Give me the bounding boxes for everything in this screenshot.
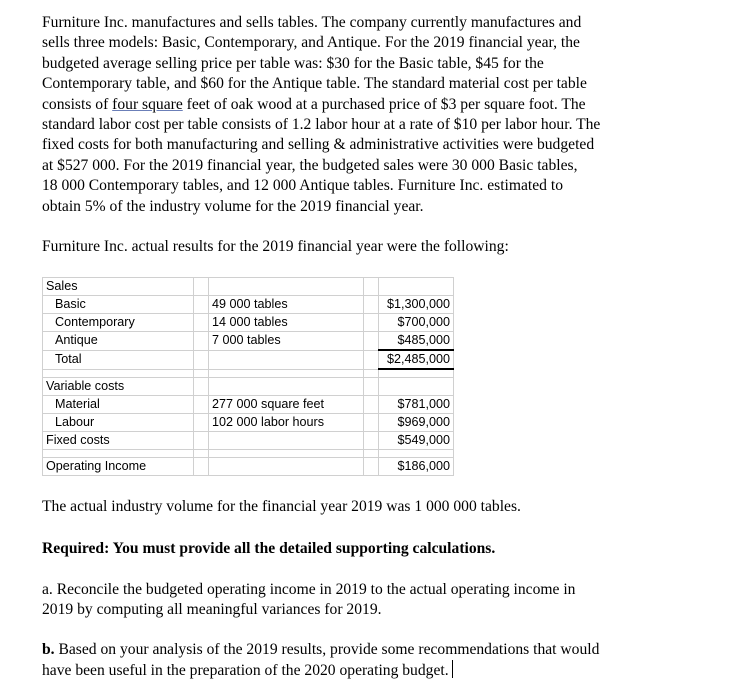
intro-line: Furniture Inc. manufactures and sells tables. The company currently manufactures and (42, 14, 582, 31)
table-row (43, 296, 454, 314)
variable-costs-label: Variable costs (43, 378, 194, 396)
table-row (43, 350, 454, 369)
table-row (43, 396, 454, 414)
fixed-costs-amount: $549,000 (378, 432, 453, 450)
intro-line: fixed costs for both manufacturing and selling & administrative activities were budgeted (42, 136, 595, 154)
labour-label: Labour (43, 414, 194, 432)
total-label: Total (43, 350, 194, 369)
intro-line: Contemporary table, and $60 for the Antique table. The standard material cost per table (42, 75, 587, 93)
material-amount: $781,000 (378, 396, 453, 414)
material-qty: 277 000 square feet (209, 396, 364, 414)
sales-label: Sales (43, 278, 194, 296)
intro-line: budgeted average selling price per table was: $30 for the Basic table, $45 for the (42, 54, 544, 72)
labour-amount: $969,000 (378, 414, 453, 432)
operating-income-label: Operating Income (43, 458, 194, 476)
part-b-line: Based on your analysis of the 2019 results, provide some recommendations that would (54, 641, 600, 658)
table-row (43, 378, 454, 396)
part-b-label: b. (42, 641, 55, 658)
antique-qty: 7 000 tables (209, 332, 364, 351)
fixed-costs-label: Fixed costs (43, 432, 194, 450)
intro-line: obtain 5% of the industry volume for the 2019 financial year. (42, 197, 424, 215)
intro-line: consists of (42, 95, 113, 113)
part-b-text[interactable] (42, 640, 702, 682)
intro-line: sells three models: Basic, Contemporary, and Antique. For the 2019 financial year, the (42, 34, 580, 52)
intro-line: feet of oak wood at a purchased price of $3 per square foot. The (182, 95, 586, 113)
total-amount: $2,485,000 (378, 350, 453, 369)
table-row (43, 332, 454, 351)
contemporary-qty: 14 000 tables (209, 314, 364, 332)
basic-amount: $1,300,000 (378, 296, 453, 314)
table-row (43, 414, 454, 432)
part-b-line: have been useful in the preparation of the 2020 operating budget. (42, 662, 449, 680)
material-label: Material (43, 396, 194, 414)
intro-paragraph (42, 13, 702, 217)
text-cursor (452, 660, 453, 678)
part-a-line: 2019 by computing all meaningful variances for 2019. (42, 601, 382, 619)
table-row (43, 432, 454, 450)
basic-label: Basic (43, 296, 194, 314)
part-a-line: a. Reconcile the budgeted operating income in 2019 to the actual operating income in (42, 581, 576, 598)
contemporary-amount: $700,000 (378, 314, 453, 332)
table-row (43, 314, 454, 332)
operating-income-amount: $186,000 (378, 458, 453, 476)
antique-label: Antique (43, 332, 194, 351)
table-row (43, 458, 454, 476)
antique-amount: $485,000 (378, 332, 453, 351)
intro-line: standard labor cost per table consists of 1.2 labor hour at a rate of $10 per labor hour. The (42, 116, 601, 134)
industry-volume-text: The actual industry volume for the financial year 2019 was 1 000 000 tables. (42, 498, 521, 515)
table-row (43, 278, 454, 296)
basic-qty: 49 000 tables (209, 296, 364, 314)
contemporary-label: Contemporary (43, 314, 194, 332)
labour-qty: 102 000 labor hours (209, 414, 364, 432)
part-a-text (42, 580, 702, 621)
intro-line: at $527 000. For the 2019 financial year, the budgeted sales were 30 000 Basic tables, (42, 156, 578, 174)
intro-line: 18 000 Contemporary tables, and 12 000 Antique tables. Furniture Inc. estimated to (42, 177, 563, 195)
underlined-phrase: four square (112, 95, 183, 113)
actual-results-heading: Furniture Inc. actual results for the 2019 financial year were the following: (42, 238, 509, 255)
actual-results-table (42, 277, 454, 475)
required-heading: Required: You must provide all the detailed supporting calculations. (42, 540, 496, 557)
